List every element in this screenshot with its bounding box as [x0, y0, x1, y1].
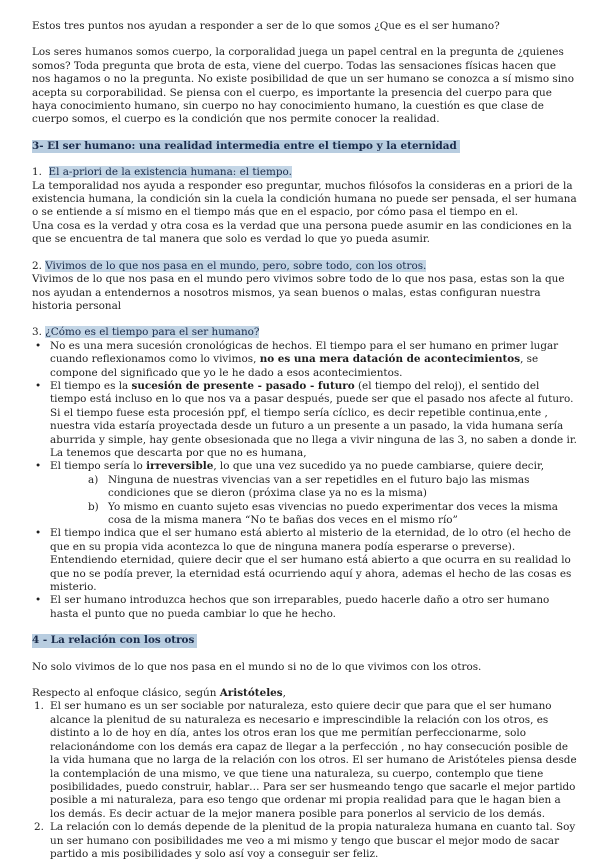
list-item: [32, 594, 577, 621]
paragraph-text: Respecto al enfoque clásico, según: [32, 687, 220, 700]
sublist-item: [50, 501, 577, 528]
time-bullet-list: [32, 340, 577, 622]
subsection-3-1-title: [32, 166, 577, 179]
paragraph-bold: Aristóteles: [219, 687, 283, 700]
intro-paragraph-2: Los seres humanos somos cuerpo, la corporalidad juega un papel central en la pregunta de ¿quienes somos? Toda pregunta que brota de esta, viene del cuerpo. Todas las sensaciones físicas hacen que nos hagamos o no la pregunta. No existe posibilidad de que un ser humano se conozca a sí mismo sino acepta su corporabilidad. Se piensa con el cuerpo, es importante la presencia del cuerpo para que haya conocimiento humano, sin cuerpo no hay conocimiento humano, la cuestión es que clase de cuerpo somos, el cuerpo es la condición que nos permite conocer la realidad.: [32, 46, 574, 126]
subsection-number: 3.: [32, 326, 42, 339]
aristotle-numbered-list: [32, 700, 577, 861]
list-item-text: El ser humano introduzca hechos que son irreparables, puedo hacerle daño a otro ser humano hasta el punto que no pueda cambiar lo que he hecho.: [50, 594, 550, 620]
list-item-text: El tiempo es la: [50, 379, 132, 392]
list-item-text: El tiempo indica que el ser humano está abierto al misterio de la eternidad, de lo otro (el hecho de que en su propia vida acontezca lo que de ninguna manera podía esperarse o preverse). Entendiendo eternidad, quiere decir que el ser humano está abierto a que ocurra en su realidad lo que no se podía prever, la eternidad está ocurriendo aquí y ahora, ademas el hecho de las cosas es misterio.: [50, 527, 572, 594]
subsection-title-text: Vivimos de lo que nos pasa en el mundo, pero, sobre todo, con los otros.: [45, 259, 427, 272]
section-3-heading: [32, 140, 577, 153]
list-item: [32, 340, 577, 380]
subsection-3-3-title: [32, 326, 577, 339]
intro-paragraph-1: Estos tres puntos nos ayudan a responder a ser de lo que somos ¿Que es el ser humano?: [32, 20, 500, 32]
sublist-item: [50, 474, 577, 501]
subsection-3-1-paragraph-1: La temporalidad nos ayuda a responder eso preguntar, muchos filósofos la consideras en a priori de la existencia humana, la condición sin la cuela la condición humana no puede ser pensada, el ser humana o se entiende a sí mismo en el tiempo más que en el espacio, por cómo pasa el tiempo en el.: [32, 179, 577, 219]
subsection-title-text: El a-priori de la existencia humana: el tiempo.: [48, 166, 292, 179]
list-item: [32, 460, 577, 527]
subsection-number: 1.: [32, 166, 42, 179]
list-item: [32, 700, 577, 821]
sublist-marker: a): [88, 473, 99, 486]
list-item-text: No es una mera sucesión cronológicas de hechos. El tiempo para el ser humano en primer lugar cuando reflexionamos como lo vivimos,: [50, 339, 559, 366]
section-3-heading-text: 3- El ser humano: una realidad intermedia entre el tiempo y la eternidad: [32, 140, 460, 153]
sublist-item-text: Yo mismo en cuanto sujeto esas vivencias no puedo experimentar dos veces la misma cosa de la misma manera “No te bañas dos veces en el mismo río”: [108, 500, 558, 526]
list-item: [32, 527, 577, 594]
list-item-text: La relación con lo demás depende de la plenitud de la propia naturaleza humana en cuanto tal. Soy un ser humano con posibilidades me veo a mi mismo y tengo que buscar el mejor modo de sacar partido a mis posibilidades y solo así voy a conseguir ser feliz.: [50, 821, 576, 860]
list-item-bold: sucesión de presente - pasado - futuro: [131, 379, 355, 392]
list-marker: 2.: [34, 821, 44, 834]
subsection-3-1-paragraph-2: Una cosa es la verdad y otra cosa es la verdad que una persona puede asumir en las condiciones en la que se encuentra de tal manera que solo es verdad lo que yo pueda asumir.: [32, 219, 572, 246]
list-item-bold: irreversible: [146, 460, 214, 473]
list-item-text: (el tiempo del reloj), el sentido del tiempo está incluso en lo que nos va a pasar después, puede ser que el pasado nos afecte al futuro. Si el tiempo fuese esta procesión ppf, el tiempo sería cíclico, es decir repetible continua,ente , nuestra vida estaría proyectada desde un futuro a un presente a un pasado, la vida humana sería aburrida y simple, hay gente obsesionada que no llega a vivir ninguna de las 3, no saben a donde ir. La tenemos que descarta por que no es humana,: [50, 379, 577, 459]
irreversible-sublist: [50, 474, 577, 528]
subsection-3-2-title: [32, 260, 577, 273]
list-item-text: El ser humano es un ser sociable por naturaleza, esto quiere decir que para que el ser humano alcance la plenitud de su naturaleza es necesario e imprescindible la relación con los otros, es distinto a lo de hoy en día, antes los otros eran los que me permitían perfeccionarme, solo relacionándome con los demás era capaz de llegar a la perfección , no hay consecución posible de la vida humana que no larga de la relación con los otros. El ser humano de Aristóteles piensa desde la contemplación de una mismo, ve que tiene una naturaleza, su cuerpo, contemplo que tiene posibilidades, puedo construir, hablar… Para ser ser husmeando tengo que sacarle el mejor partido posible a mi naturaleza, para eso tengo que ordenar mi propia realidad para que le hagan bien a los demás. Es decir actuar de la mejor manera posible para ponerlos al servicio de los demás.: [50, 700, 577, 820]
subsection-title-text: ¿Cómo es el tiempo para el ser humano?: [45, 326, 260, 339]
list-marker: 1.: [34, 700, 44, 713]
list-item: [32, 821, 577, 861]
section-4-paragraph-1: No solo vivimos de lo que nos pasa en el mundo si no de lo que vivimos con los otros.: [32, 660, 482, 673]
paragraph-text: ,: [282, 687, 286, 700]
list-item-text: , se compone del significado que yo le he dado a esos acontecimientos.: [50, 353, 539, 379]
subsection-number: 2.: [32, 259, 42, 272]
sublist-item-text: Ninguna de nuestras vivencias van a ser repetidles en el futuro bajo las mismas condiciones que se dieron (próxima clase ya no es la misma): [108, 473, 530, 500]
section-4-heading: [32, 634, 577, 647]
document-page: [32, 20, 577, 861]
list-item-text: , lo que una vez sucedido ya no puede cambiarse, quiere decir,: [213, 460, 545, 473]
list-item: [32, 380, 577, 460]
sublist-marker: b): [88, 500, 99, 513]
list-item-text: El tiempo sería lo: [50, 460, 147, 473]
subsection-3-2-paragraph-1: Vivimos de lo que nos pasa en el mundo pero vivimos sobre todo de lo que nos pasa, estas son la que nos ayudan a entendernos a nosotros mismos, ya sean buenos o malas, estas configuran nuestra historia personal: [32, 273, 565, 312]
section-4-paragraph-2: [32, 687, 577, 700]
section-4-heading-text: 4 - La relación con los otros: [32, 634, 197, 647]
list-item-bold: no es una mera datación de acontecimientos: [259, 353, 521, 366]
